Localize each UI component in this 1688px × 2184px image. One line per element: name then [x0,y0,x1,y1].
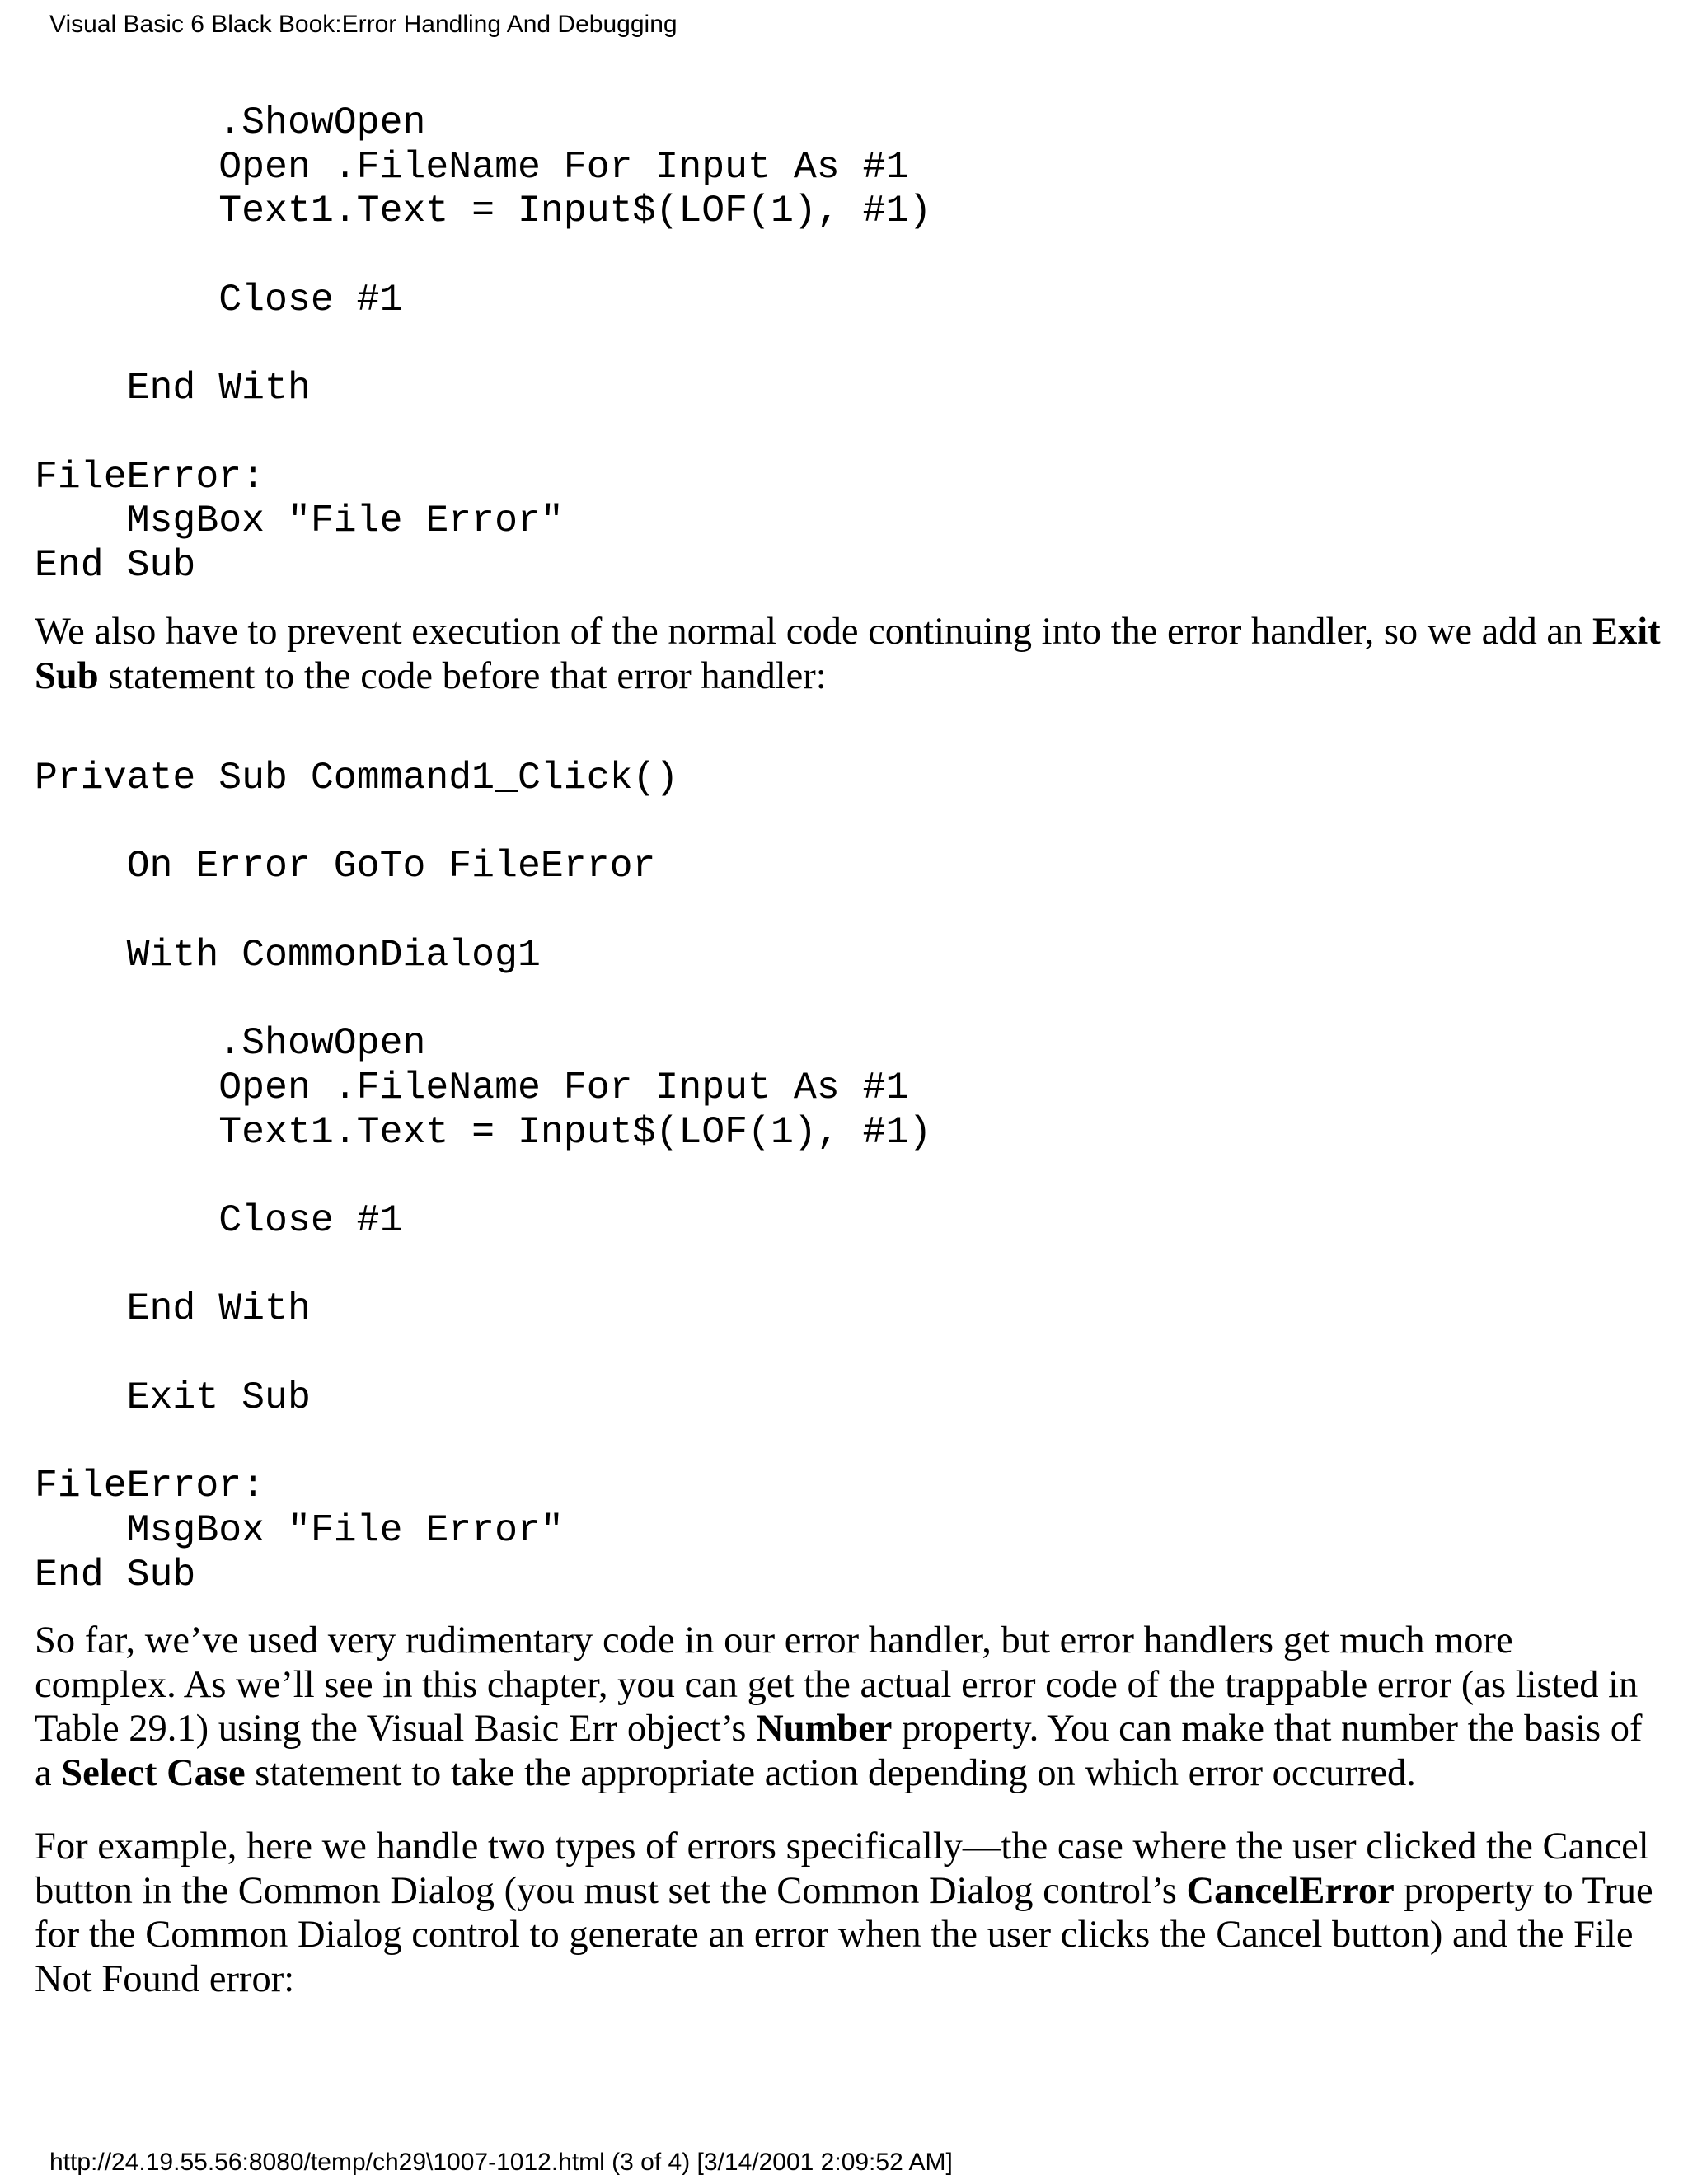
paragraph-example [35,1825,1662,2001]
paragraph-text: statement to take the appropriate action depending on which error occurred. [245,1751,1416,1794]
paragraph-text: So far, we’ve used very rudimentary code in our error handler, but error handlers get much more complex. As we’ll see in this chapter, you can get the actual error code of the trappable error (as listed in Table 29.1) using the Visual Basic Err object’s [35,1619,1639,1750]
paragraph-error-handlers [35,1619,1662,1795]
paragraph-text: statement to the code before that error handler: [98,654,827,697]
code-block-1: .ShowOpen Open .FileName For Input As #1 Text1.Text = Input$(LOF(1), #1) Close #1 End With FileError: MsgBox "File Error" End Sub [35,101,932,588]
paragraph-text: We also have to prevent execution of the normal code continuing into the error handler, so we add an [35,611,1592,653]
page-footer-url: http://24.19.55.56:8080/temp/ch29\1007-1012.html (3 of 4) [3/14/2001 2:09:52 AM] [49,2149,953,2176]
code-block-2: Private Sub Command1_Click() On Error GoTo FileError With CommonDialog1 .ShowOpen Open .FileName For Input As #1 Text1.Text = Input$(LOF(1), #1) Close #1 End With Exit Sub FileError: MsgBox "File Error" End Sub [35,756,932,1596]
paragraph-text: property. You can make that number the basis of a [35,1708,1643,1794]
keyword-select-case: Select Case [61,1751,246,1794]
keyword-number: Number [756,1708,893,1750]
keyword-cancelerror: CancelError [1186,1869,1395,1912]
paragraph-text: For example, here we handle two types of errors specifically—the case where the user clicked the Cancel button in the Common Dialog (you must set the Common Dialog control’s [35,1825,1649,1912]
keyword-exit-sub: Exit Sub [35,611,1661,697]
paragraph-text: property to True for the Common Dialog control to generate an error when the user clicks the Cancel button) and the File Not Found error: [35,1869,1653,2000]
paragraph-exit-sub [35,610,1662,698]
page-header: Visual Basic 6 Black Book:Error Handling And Debugging [49,11,678,38]
